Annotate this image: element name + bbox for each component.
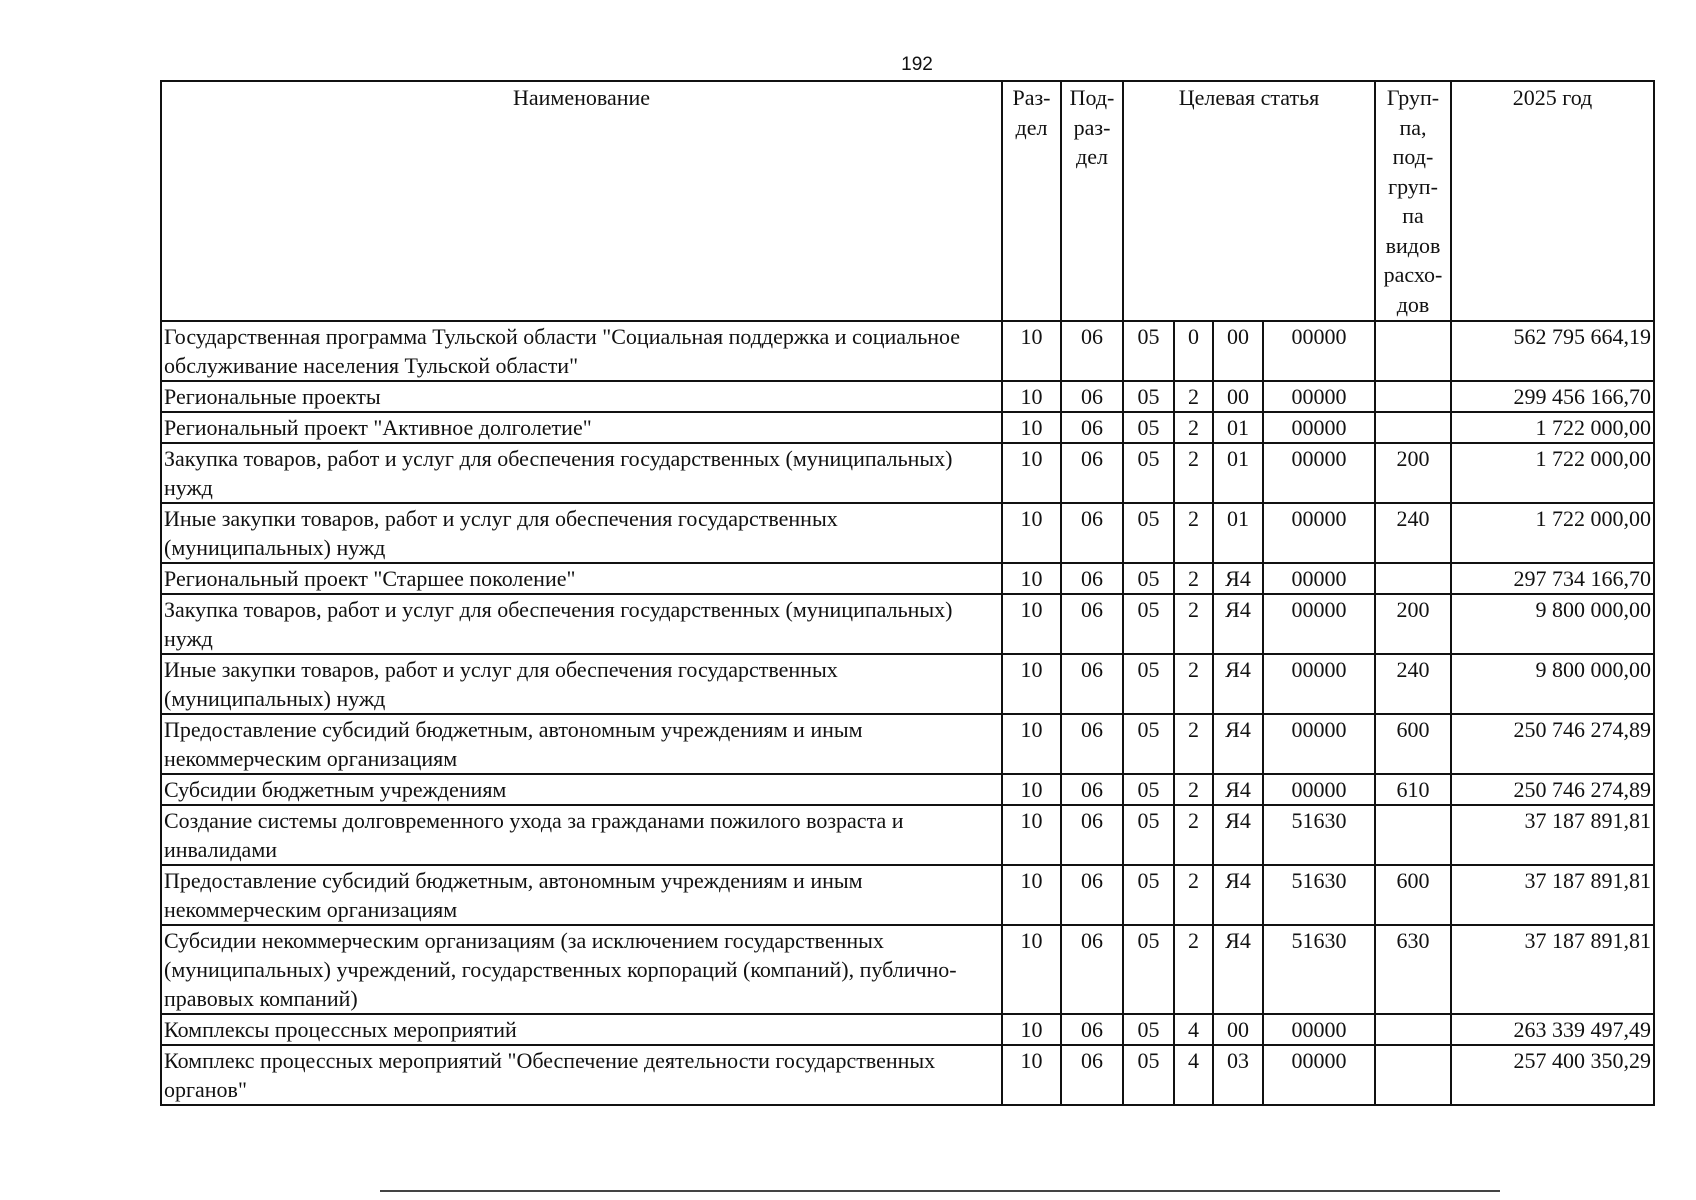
row-target-direction: 00000 — [1263, 563, 1375, 594]
row-expense-group: 630 — [1375, 925, 1451, 1014]
row-target-type: 2 — [1174, 563, 1213, 594]
table-row — [161, 443, 1654, 503]
row-amount: 263 339 497,49 — [1451, 1014, 1654, 1045]
row-name: Региональный проект "Активное долголетие" — [161, 412, 1002, 443]
row-target-code: Я4 — [1213, 594, 1263, 654]
row-target-direction: 00000 — [1263, 774, 1375, 805]
row-target-direction: 00000 — [1263, 503, 1375, 563]
row-target-program: 05 — [1123, 774, 1174, 805]
row-target-program: 05 — [1123, 865, 1174, 925]
row-expense-group: 200 — [1375, 594, 1451, 654]
row-target-program: 05 — [1123, 503, 1174, 563]
row-amount: 1 722 000,00 — [1451, 412, 1654, 443]
row-expense-group — [1375, 381, 1451, 412]
row-amount: 250 746 274,89 — [1451, 714, 1654, 774]
budget-table — [160, 80, 1655, 1106]
row-target-type: 2 — [1174, 925, 1213, 1014]
row-name: Предоставление субсидий бюджетным, автономным учреждениям и иным некоммерческим организациям — [161, 714, 1002, 774]
row-section: 10 — [1002, 654, 1061, 714]
row-target-program: 05 — [1123, 412, 1174, 443]
table-row — [161, 654, 1654, 714]
row-target-direction: 51630 — [1263, 925, 1375, 1014]
row-subsection: 06 — [1061, 443, 1123, 503]
row-subsection: 06 — [1061, 714, 1123, 774]
row-target-type: 2 — [1174, 805, 1213, 865]
row-amount: 299 456 166,70 — [1451, 381, 1654, 412]
header-target-article: Целевая статья — [1123, 81, 1375, 321]
row-name: Иные закупки товаров, работ и услуг для обеспечения государственных (муниципальных) нужд — [161, 503, 1002, 563]
row-section: 10 — [1002, 563, 1061, 594]
row-target-type: 2 — [1174, 654, 1213, 714]
row-expense-group: 240 — [1375, 503, 1451, 563]
header-subsection: Под- раз- дел — [1061, 81, 1123, 321]
row-section: 10 — [1002, 714, 1061, 774]
row-target-code: Я4 — [1213, 774, 1263, 805]
row-target-program: 05 — [1123, 1045, 1174, 1105]
row-target-code: Я4 — [1213, 865, 1263, 925]
row-target-program: 05 — [1123, 925, 1174, 1014]
header-name: Наименование — [161, 81, 1002, 321]
row-section: 10 — [1002, 774, 1061, 805]
row-section: 10 — [1002, 1014, 1061, 1045]
row-subsection: 06 — [1061, 805, 1123, 865]
row-target-type: 4 — [1174, 1014, 1213, 1045]
table-row — [161, 774, 1654, 805]
table-row — [161, 321, 1654, 381]
row-target-code: 00 — [1213, 321, 1263, 381]
header-expense-group: Груп- па, под- груп- па видов расхо- дов — [1375, 81, 1451, 321]
row-name: Создание системы долговременного ухода за гражданами пожилого возраста и инвалидами — [161, 805, 1002, 865]
row-target-code: Я4 — [1213, 563, 1263, 594]
row-expense-group — [1375, 321, 1451, 381]
row-subsection: 06 — [1061, 381, 1123, 412]
row-target-direction: 00000 — [1263, 443, 1375, 503]
row-amount: 37 187 891,81 — [1451, 865, 1654, 925]
row-target-type: 2 — [1174, 594, 1213, 654]
row-expense-group — [1375, 805, 1451, 865]
row-amount: 37 187 891,81 — [1451, 925, 1654, 1014]
table-row — [161, 1014, 1654, 1045]
row-expense-group: 610 — [1375, 774, 1451, 805]
row-expense-group: 240 — [1375, 654, 1451, 714]
footer-rule — [380, 1190, 1500, 1192]
row-amount: 257 400 350,29 — [1451, 1045, 1654, 1105]
table-row — [161, 381, 1654, 412]
row-target-program: 05 — [1123, 594, 1174, 654]
row-name: Государственная программа Тульской области "Социальная поддержка и социальное обслуживание населения Тульской области" — [161, 321, 1002, 381]
row-subsection: 06 — [1061, 412, 1123, 443]
table-row — [161, 805, 1654, 865]
row-section: 10 — [1002, 805, 1061, 865]
row-expense-group: 200 — [1375, 443, 1451, 503]
row-target-direction: 00000 — [1263, 321, 1375, 381]
row-expense-group: 600 — [1375, 714, 1451, 774]
row-name: Комплексы процессных мероприятий — [161, 1014, 1002, 1045]
row-name: Предоставление субсидий бюджетным, автономным учреждениям и иным некоммерческим организациям — [161, 865, 1002, 925]
row-expense-group: 600 — [1375, 865, 1451, 925]
row-section: 10 — [1002, 321, 1061, 381]
row-expense-group — [1375, 563, 1451, 594]
row-target-program: 05 — [1123, 805, 1174, 865]
row-name: Иные закупки товаров, работ и услуг для обеспечения государственных (муниципальных) нужд — [161, 654, 1002, 714]
row-target-program: 05 — [1123, 321, 1174, 381]
row-subsection: 06 — [1061, 594, 1123, 654]
row-target-program: 05 — [1123, 714, 1174, 774]
row-section: 10 — [1002, 503, 1061, 563]
row-target-type: 2 — [1174, 714, 1213, 774]
row-target-code: 01 — [1213, 412, 1263, 443]
row-target-type: 2 — [1174, 412, 1213, 443]
row-subsection: 06 — [1061, 563, 1123, 594]
row-target-code: Я4 — [1213, 654, 1263, 714]
row-target-direction: 00000 — [1263, 714, 1375, 774]
row-subsection: 06 — [1061, 1045, 1123, 1105]
table-row — [161, 563, 1654, 594]
row-name: Субсидии бюджетным учреждениям — [161, 774, 1002, 805]
row-target-type: 0 — [1174, 321, 1213, 381]
row-amount: 9 800 000,00 — [1451, 594, 1654, 654]
row-target-direction: 00000 — [1263, 594, 1375, 654]
table-row — [161, 925, 1654, 1014]
row-subsection: 06 — [1061, 1014, 1123, 1045]
row-amount: 297 734 166,70 — [1451, 563, 1654, 594]
row-target-type: 2 — [1174, 774, 1213, 805]
row-amount: 250 746 274,89 — [1451, 774, 1654, 805]
table-row — [161, 1045, 1654, 1105]
row-target-type: 2 — [1174, 865, 1213, 925]
row-target-code: 03 — [1213, 1045, 1263, 1105]
row-amount: 1 722 000,00 — [1451, 503, 1654, 563]
row-target-direction: 51630 — [1263, 865, 1375, 925]
row-target-type: 2 — [1174, 443, 1213, 503]
row-target-direction: 00000 — [1263, 654, 1375, 714]
row-target-code: 01 — [1213, 503, 1263, 563]
row-name: Региональный проект "Старшее поколение" — [161, 563, 1002, 594]
row-target-code: Я4 — [1213, 805, 1263, 865]
row-section: 10 — [1002, 443, 1061, 503]
row-section: 10 — [1002, 594, 1061, 654]
table-header-row — [161, 81, 1654, 321]
header-year: 2025 год — [1451, 81, 1654, 321]
row-name: Закупка товаров, работ и услуг для обеспечения государственных (муниципальных) нужд — [161, 443, 1002, 503]
row-target-program: 05 — [1123, 563, 1174, 594]
row-section: 10 — [1002, 1045, 1061, 1105]
row-target-code: 00 — [1213, 381, 1263, 412]
row-subsection: 06 — [1061, 654, 1123, 714]
row-subsection: 06 — [1061, 774, 1123, 805]
row-expense-group — [1375, 1045, 1451, 1105]
row-target-code: Я4 — [1213, 925, 1263, 1014]
row-target-direction: 00000 — [1263, 1045, 1375, 1105]
row-section: 10 — [1002, 412, 1061, 443]
row-target-program: 05 — [1123, 654, 1174, 714]
row-target-type: 2 — [1174, 381, 1213, 412]
row-name: Комплекс процессных мероприятий "Обеспечение деятельности государственных органов" — [161, 1045, 1002, 1105]
row-target-program: 05 — [1123, 381, 1174, 412]
row-target-direction: 00000 — [1263, 381, 1375, 412]
row-section: 10 — [1002, 865, 1061, 925]
row-subsection: 06 — [1061, 925, 1123, 1014]
row-name: Региональные проекты — [161, 381, 1002, 412]
row-subsection: 06 — [1061, 321, 1123, 381]
row-target-code: 01 — [1213, 443, 1263, 503]
row-target-program: 05 — [1123, 1014, 1174, 1045]
row-section: 10 — [1002, 925, 1061, 1014]
row-target-code: 00 — [1213, 1014, 1263, 1045]
table-row — [161, 503, 1654, 563]
row-target-type: 4 — [1174, 1045, 1213, 1105]
row-amount: 37 187 891,81 — [1451, 805, 1654, 865]
row-amount: 9 800 000,00 — [1451, 654, 1654, 714]
row-target-program: 05 — [1123, 443, 1174, 503]
table-row — [161, 412, 1654, 443]
row-name: Закупка товаров, работ и услуг для обеспечения государственных (муниципальных) нужд — [161, 594, 1002, 654]
row-target-code: Я4 — [1213, 714, 1263, 774]
row-subsection: 06 — [1061, 865, 1123, 925]
row-target-type: 2 — [1174, 503, 1213, 563]
table-row — [161, 714, 1654, 774]
page-number: 192 — [901, 54, 933, 75]
table-row — [161, 594, 1654, 654]
row-section: 10 — [1002, 381, 1061, 412]
row-target-direction: 51630 — [1263, 805, 1375, 865]
row-target-direction: 00000 — [1263, 1014, 1375, 1045]
row-amount: 562 795 664,19 — [1451, 321, 1654, 381]
row-expense-group — [1375, 1014, 1451, 1045]
row-name: Субсидии некоммерческим организациям (за исключением государственных (муниципальных) учреждений, государственных корпораций (компаний), публично-правовых компаний) — [161, 925, 1002, 1014]
row-target-direction: 00000 — [1263, 412, 1375, 443]
row-amount: 1 722 000,00 — [1451, 443, 1654, 503]
row-subsection: 06 — [1061, 503, 1123, 563]
header-section: Раз- дел — [1002, 81, 1061, 321]
row-expense-group — [1375, 412, 1451, 443]
table-row — [161, 865, 1654, 925]
